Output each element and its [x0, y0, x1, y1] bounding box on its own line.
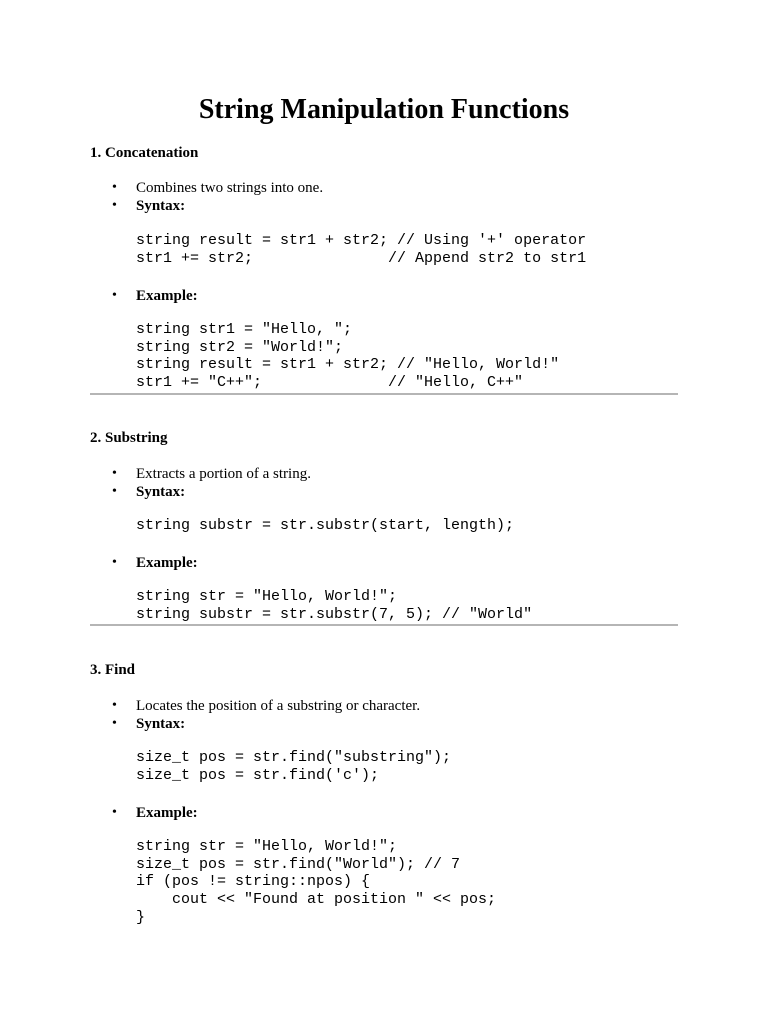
list-item-description — [90, 179, 678, 197]
section-list — [90, 465, 678, 501]
description-text: Combines two strings into one. — [136, 180, 324, 196]
example-code-block: string str1 = "Hello, "; string str2 = "World!"; string result = str1 + str2; // "Hello, World!" str1 += "C++"; // "Hello, C++" — [136, 321, 560, 392]
section-list — [90, 804, 678, 822]
syntax-label: Syntax: — [136, 198, 186, 214]
bullet-icon: • — [112, 288, 117, 303]
list-item-example — [90, 554, 678, 572]
list-item-syntax — [90, 197, 678, 215]
bullet-icon: • — [112, 484, 117, 499]
section-heading: 1. Concatenation — [90, 145, 199, 161]
bullet-icon: • — [112, 555, 117, 570]
list-item-description — [90, 697, 678, 715]
page-title: String Manipulation Functions — [198, 94, 570, 125]
list-item-description — [90, 465, 678, 483]
section-list — [90, 697, 678, 733]
syntax-code-block: string substr = str.substr(start, length); — [136, 517, 515, 534]
bullet-icon: • — [112, 805, 117, 820]
section-list — [90, 179, 678, 215]
example-label: Example: — [136, 805, 198, 821]
bullet-icon: • — [112, 198, 117, 213]
bullet-icon: • — [112, 180, 117, 195]
list-item-example — [90, 804, 678, 822]
list-item-syntax — [90, 715, 678, 733]
description-text: Locates the position of a substring or character. — [136, 698, 421, 714]
example-code-block: string str = "Hello, World!"; string substr = str.substr(7, 5); // "World" — [136, 588, 533, 623]
description-text: Extracts a portion of a string. — [136, 466, 311, 482]
section-divider — [90, 393, 678, 395]
section-divider — [90, 624, 678, 626]
example-label: Example: — [136, 555, 198, 571]
section-list — [90, 287, 678, 305]
syntax-code-block: string result = str1 + str2; // Using '+' operator str1 += str2; // Append str2 to str1 — [136, 232, 587, 267]
list-item-example — [90, 287, 678, 305]
bullet-icon: • — [112, 466, 117, 481]
example-label: Example: — [136, 288, 198, 304]
syntax-label: Syntax: — [136, 716, 186, 732]
bullet-icon: • — [112, 716, 117, 731]
section-heading: 2. Substring — [90, 430, 168, 446]
example-code-block: string str = "Hello, World!"; size_t pos = str.find("World"); // 7 if (pos != string::npos) { cout << "Found at position " << pos; } — [136, 838, 497, 926]
list-item-syntax — [90, 483, 678, 501]
syntax-label: Syntax: — [136, 484, 186, 500]
bullet-icon: • — [112, 698, 117, 713]
section-heading: 3. Find — [90, 662, 136, 678]
syntax-code-block: size_t pos = str.find("substring"); size_t pos = str.find('c'); — [136, 749, 452, 784]
section-list — [90, 554, 678, 572]
